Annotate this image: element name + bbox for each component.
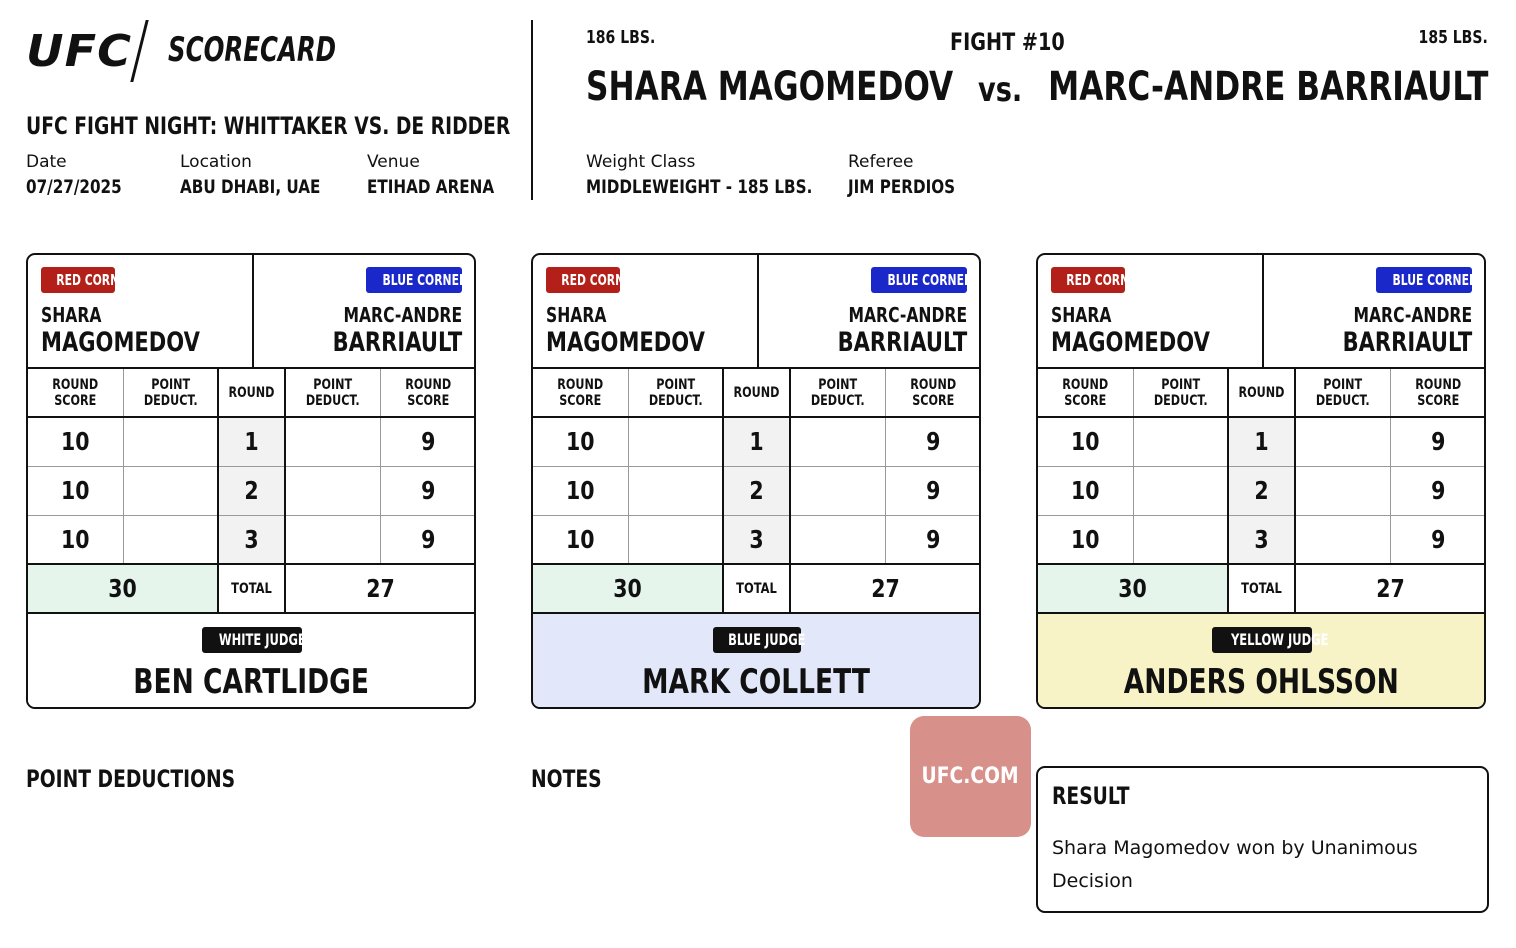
header-round: ROUND <box>1228 368 1295 417</box>
header-blue-round-score: ROUND SCORE <box>380 368 475 417</box>
header-red-point-deduct: POINT DEDUCT. <box>1133 368 1228 417</box>
result-box <box>1036 766 1489 913</box>
judge-area <box>28 614 475 709</box>
header-round: ROUND <box>723 368 790 417</box>
red-corner-panel <box>28 255 254 367</box>
scorecard-2 <box>531 253 981 709</box>
red-point-deduction <box>123 515 218 564</box>
red-point-deduction <box>123 417 218 466</box>
blue-fighter-wrap <box>924 64 1488 110</box>
blue-point-deduction <box>790 466 885 515</box>
red-round-score: 10 <box>533 515 628 564</box>
judge-name: BEN CARTLIDGE <box>133 662 370 702</box>
round-row <box>1038 515 1485 564</box>
round-row <box>533 515 980 564</box>
blue-round-score: 9 <box>885 417 980 466</box>
logo-divider <box>130 20 148 82</box>
blue-fighter-first-name: MARC-ANDRE <box>848 303 967 327</box>
round-number: 2 <box>1228 466 1295 515</box>
total-row <box>1038 564 1485 613</box>
red-weight: 186 LBS. <box>586 27 656 48</box>
date-value: 07/27/2025 <box>26 176 122 198</box>
blue-fighter-last-name: BARRIAULT <box>332 327 462 358</box>
round-row <box>1038 466 1485 515</box>
red-point-deduction <box>628 466 723 515</box>
score-grid <box>533 367 980 614</box>
red-fighter-last-name: MAGOMEDOV <box>546 327 705 358</box>
fight-number: FIGHT #10 <box>950 28 1065 56</box>
red-fighter-first-name: SHARA <box>1051 303 1112 327</box>
blue-round-score: 9 <box>885 515 980 564</box>
vs-label: vs. <box>978 70 1023 110</box>
total-label: TOTAL <box>218 564 285 613</box>
round-row <box>1038 417 1485 466</box>
referee-value: JIM PERDIOS <box>848 176 956 198</box>
blue-corner-panel <box>254 255 475 367</box>
header-red-round-score: ROUND SCORE <box>533 368 628 417</box>
red-corner-panel <box>1038 255 1264 367</box>
blue-weight: 185 LBS. <box>1418 27 1488 48</box>
round-row <box>28 417 475 466</box>
scorecard-3 <box>1036 253 1486 709</box>
judge-badge: YELLOW JUDGE <box>1212 627 1312 653</box>
judge-name: MARK COLLETT <box>642 662 871 702</box>
red-round-score: 10 <box>533 417 628 466</box>
round-number: 1 <box>1228 417 1295 466</box>
score-grid-header <box>1038 368 1485 417</box>
header-red-round-score: ROUND SCORE <box>28 368 123 417</box>
round-row <box>533 417 980 466</box>
blue-fighter-name: MARC-ANDRE BARRIAULT <box>1047 64 1488 110</box>
location-label: Location <box>180 152 252 172</box>
point-deductions-title: POINT DEDUCTIONS <box>26 765 236 793</box>
red-point-deduction <box>1133 515 1228 564</box>
red-corner-badge: RED CORNER <box>546 267 620 293</box>
red-fighter-last-name: MAGOMEDOV <box>41 327 200 358</box>
blue-corner-panel <box>759 255 980 367</box>
red-point-deduction <box>1133 417 1228 466</box>
round-number: 3 <box>218 515 285 564</box>
red-fighter-first-name: SHARA <box>41 303 102 327</box>
header-blue-point-deduct: POINT DEDUCT. <box>285 368 380 417</box>
date-label: Date <box>26 152 67 172</box>
weight-class-value: MIDDLEWEIGHT - 185 LBS. <box>586 176 813 198</box>
red-total-score: 30 <box>533 564 723 613</box>
score-grid-header <box>533 368 980 417</box>
red-round-score: 10 <box>1038 417 1133 466</box>
notes-title: NOTES <box>531 765 602 793</box>
red-fighter-first-name: SHARA <box>546 303 607 327</box>
round-number: 1 <box>723 417 790 466</box>
header-red-point-deduct: POINT DEDUCT. <box>123 368 218 417</box>
blue-point-deduction <box>285 515 380 564</box>
blue-point-deduction <box>1295 466 1390 515</box>
total-label: TOTAL <box>723 564 790 613</box>
red-corner-badge: RED CORNER <box>41 267 115 293</box>
blue-round-score: 9 <box>1390 466 1485 515</box>
red-point-deduction <box>123 466 218 515</box>
judge-badge: BLUE JUDGE <box>713 627 801 653</box>
blue-round-score: 9 <box>380 515 475 564</box>
red-round-score: 10 <box>28 466 123 515</box>
round-row <box>28 466 475 515</box>
blue-corner-badge: BLUE CORNER <box>1376 267 1472 293</box>
round-row <box>533 466 980 515</box>
round-number: 3 <box>1228 515 1295 564</box>
red-round-score: 10 <box>533 466 628 515</box>
blue-corner-badge: BLUE CORNER <box>366 267 462 293</box>
red-round-score: 10 <box>1038 515 1133 564</box>
round-number: 1 <box>218 417 285 466</box>
header-blue-round-score: ROUND SCORE <box>885 368 980 417</box>
total-row <box>28 564 475 613</box>
score-grid <box>1038 367 1485 614</box>
result-title: RESULT <box>1052 782 1130 810</box>
round-row <box>28 515 475 564</box>
score-grid <box>28 367 475 614</box>
header-blue-point-deduct: POINT DEDUCT. <box>1295 368 1390 417</box>
result-text: Shara Magomedov won by Unanimous Decision <box>1052 837 1418 892</box>
referee-label: Referee <box>848 152 914 172</box>
header-red-round-score: ROUND SCORE <box>1038 368 1133 417</box>
blue-weight-wrap <box>1399 27 1488 48</box>
blue-round-score: 9 <box>380 417 475 466</box>
score-grid-header <box>28 368 475 417</box>
header-divider <box>531 20 533 200</box>
round-number: 2 <box>218 466 285 515</box>
watermark-text: UFC.COM <box>921 764 1020 789</box>
header-blue-point-deduct: POINT DEDUCT. <box>790 368 885 417</box>
red-point-deduction <box>628 417 723 466</box>
blue-point-deduction <box>790 515 885 564</box>
round-number: 3 <box>723 515 790 564</box>
red-round-score: 10 <box>28 515 123 564</box>
blue-round-score: 9 <box>1390 515 1485 564</box>
ufc-com-watermark <box>910 716 1031 837</box>
blue-corner-panel <box>1264 255 1485 367</box>
logo-brand: UFC <box>26 26 133 77</box>
blue-fighter-last-name: BARRIAULT <box>1342 327 1472 358</box>
total-row <box>533 564 980 613</box>
judge-name: ANDERS OHLSSON <box>1124 662 1399 702</box>
venue-value: ETIHAD ARENA <box>367 176 495 198</box>
blue-round-score: 9 <box>885 466 980 515</box>
header-red-point-deduct: POINT DEDUCT. <box>628 368 723 417</box>
judge-area <box>1038 614 1485 709</box>
blue-point-deduction <box>790 417 885 466</box>
blue-round-score: 9 <box>1390 417 1485 466</box>
event-title: UFC FIGHT NIGHT: WHITTAKER VS. DE RIDDER <box>26 112 511 140</box>
venue-label: Venue <box>367 152 420 172</box>
red-corner-panel <box>533 255 759 367</box>
blue-point-deduction <box>285 466 380 515</box>
logo-label: SCORECARD <box>168 30 337 70</box>
blue-total-score: 27 <box>790 564 980 613</box>
weight-class-label: Weight Class <box>586 152 696 172</box>
blue-corner-badge: BLUE CORNER <box>871 267 967 293</box>
scorecard-1 <box>26 253 476 709</box>
judge-badge: WHITE JUDGE <box>202 627 302 653</box>
blue-point-deduction <box>1295 515 1390 564</box>
red-fighter-last-name: MAGOMEDOV <box>1051 327 1210 358</box>
blue-fighter-first-name: MARC-ANDRE <box>1353 303 1472 327</box>
blue-point-deduction <box>1295 417 1390 466</box>
blue-fighter-first-name: MARC-ANDRE <box>343 303 462 327</box>
red-round-score: 10 <box>1038 466 1133 515</box>
red-round-score: 10 <box>28 417 123 466</box>
red-corner-badge: RED CORNER <box>1051 267 1125 293</box>
red-total-score: 30 <box>28 564 218 613</box>
header-round: ROUND <box>218 368 285 417</box>
header-blue-round-score: ROUND SCORE <box>1390 368 1485 417</box>
judge-area <box>533 614 980 709</box>
location-value: ABU DHABI, UAE <box>180 176 321 198</box>
total-label: TOTAL <box>1228 564 1295 613</box>
red-total-score: 30 <box>1038 564 1228 613</box>
blue-total-score: 27 <box>285 564 475 613</box>
round-number: 2 <box>723 466 790 515</box>
blue-fighter-last-name: BARRIAULT <box>837 327 967 358</box>
blue-total-score: 27 <box>1295 564 1485 613</box>
blue-round-score: 9 <box>380 466 475 515</box>
blue-point-deduction <box>285 417 380 466</box>
red-fighter-name: SHARA MAGOMEDOV <box>586 64 954 110</box>
red-point-deduction <box>1133 466 1228 515</box>
red-point-deduction <box>628 515 723 564</box>
